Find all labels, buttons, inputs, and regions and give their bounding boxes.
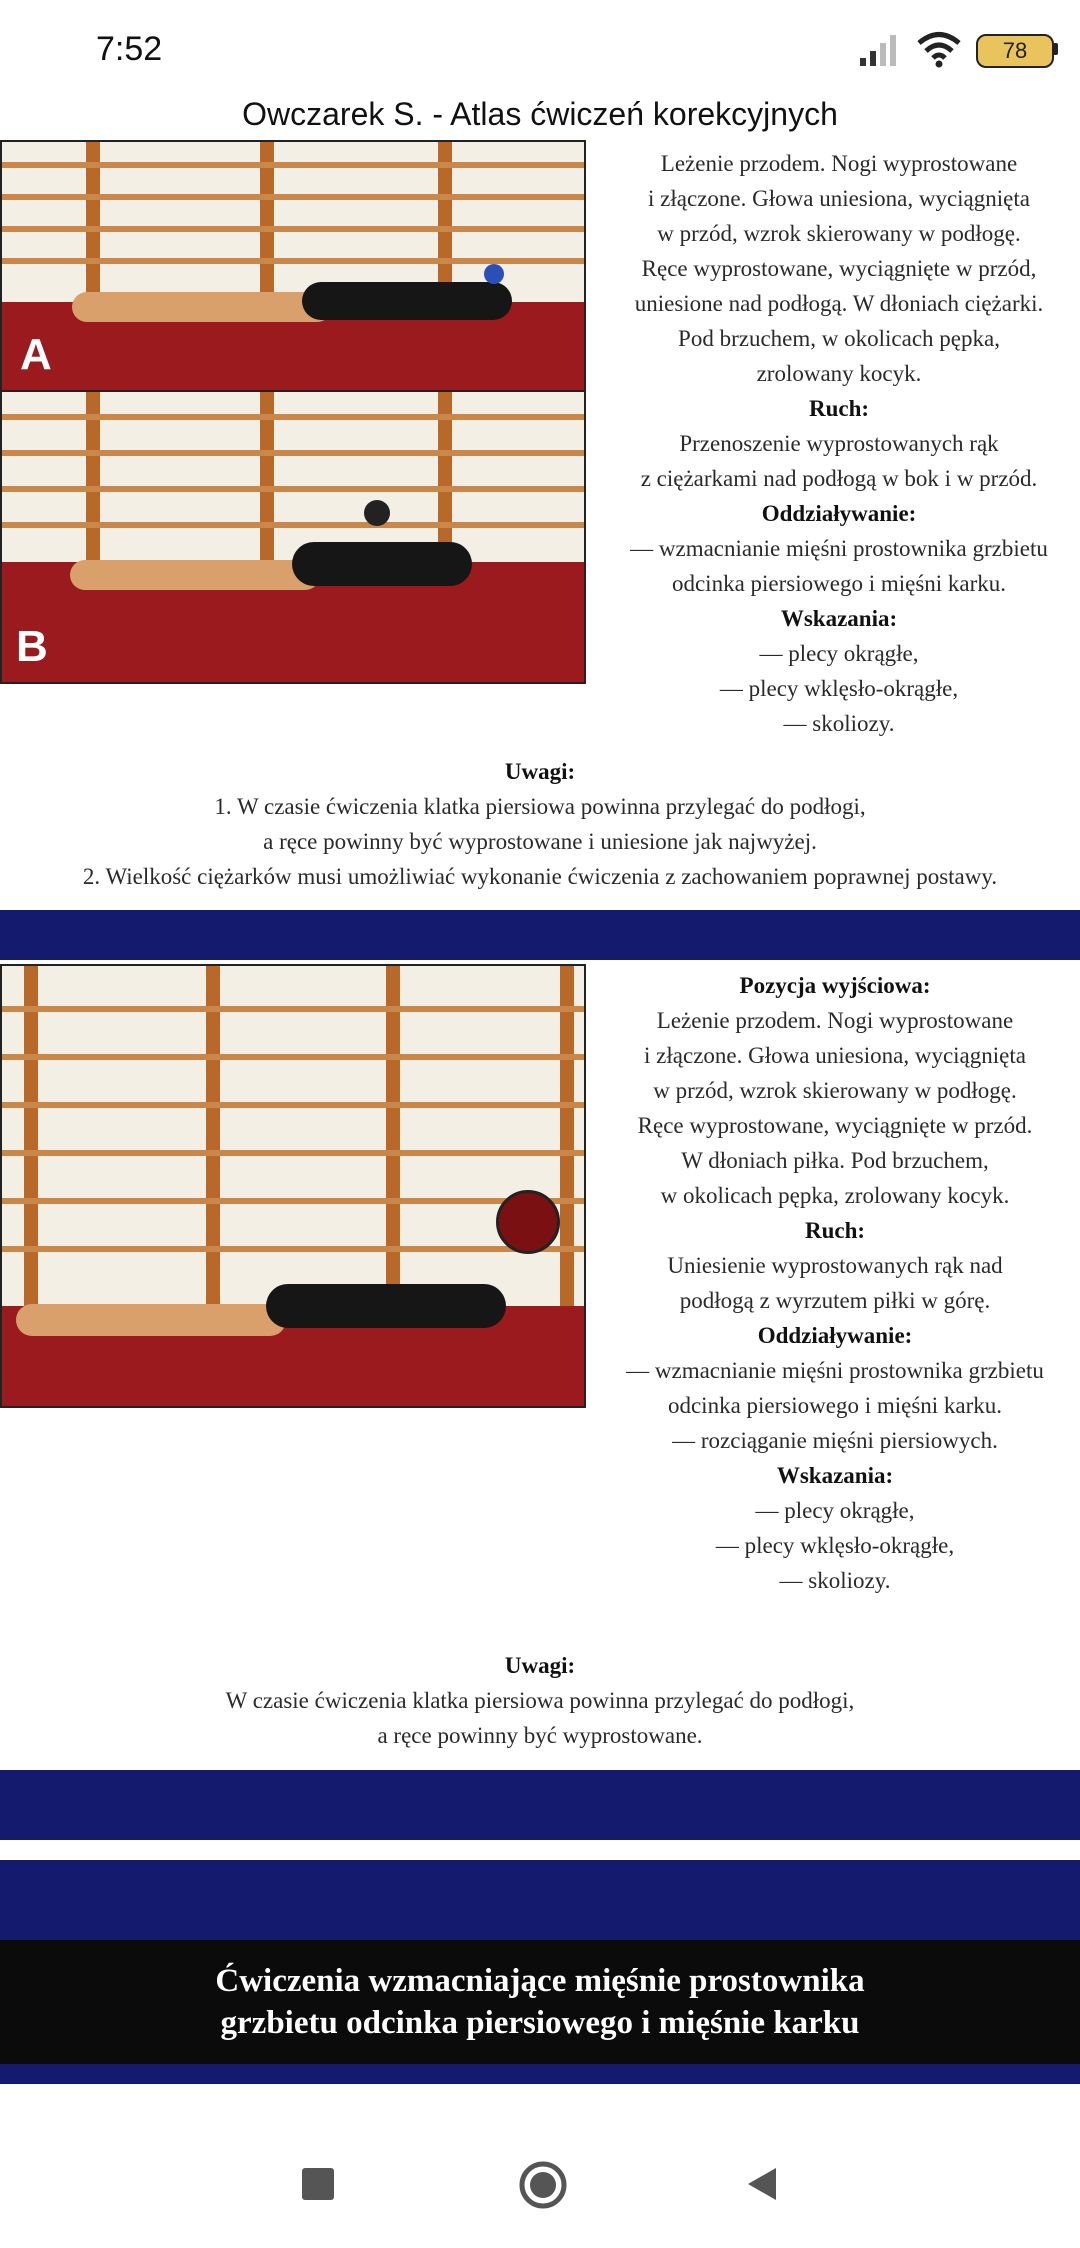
text-line: i złączone. Głowa uniesiona, wyciągnięta [644,1043,1026,1068]
exercise2-photo [0,964,586,1408]
indication-item: — skoliozy. [779,1568,891,1593]
text-line: Ręce wyprostowane, wyciągnięte w przód. [637,1113,1033,1138]
text-line: w okolicach pępka, zrolowany kocyk. [660,1183,1010,1208]
text-line: Przenoszenie wyprostowanych rąk [679,431,999,456]
indication-item: — skoliozy. [783,711,895,736]
ruch-heading: Ruch: [808,396,870,421]
note-line: a ręce powinny być wyprostowane i uniesione jak najwyżej. [263,829,817,854]
text-line: — rozciąganie mięśni piersiowych. [672,1428,998,1453]
text-line: — wzmacnianie mięśni prostownika grzbietu [630,536,1048,561]
battery-level: 78 [976,34,1054,68]
text-line: podłogą z wyrzutem piłki w górę. [679,1288,991,1313]
text-line: uniesione nad podłogą. W dłoniach ciężarki. [634,291,1044,316]
exercise-photo-b [0,390,586,684]
text-line: odcinka piersiowego i mięśni karku. [671,571,1007,596]
home-circle-icon[interactable] [518,2160,568,2210]
document-title: Owczarek S. - Atlas ćwiczeń korekcyjnych [242,96,838,132]
indication-item: — plecy wklęsło-okrągłe, [715,1533,955,1558]
notes-heading: Uwagi: [504,1653,576,1678]
indication-item: — plecy okrągłe, [759,641,919,666]
section-divider [0,910,1080,960]
text-line: z ciężarkami nad podłogą w bok i w przód. [640,466,1038,491]
status-bar [0,0,1080,96]
photo-label-a: A [20,330,52,379]
wifi-icon [916,30,962,68]
chapter-title-banner [0,1940,1080,2064]
back-triangle-icon[interactable] [746,2166,778,2202]
exercise2-notes [0,1648,1080,1753]
note-line: W czasie ćwiczenia klatka piersiowa powinna przylegać do podłogi, [225,1688,855,1713]
status-time: 7:52 [96,30,163,68]
text-line: — wzmacnianie mięśni prostownika grzbietu [626,1358,1044,1383]
text-line: Leżenie przodem. Nogi wyprostowane [660,151,1018,176]
chapter-title-line: Ćwiczenia wzmacniające mięśnie prostownika [215,1963,865,1999]
ruch-heading: Ruch: [804,1218,866,1243]
text-line: Ręce wyprostowane, wyciągnięte w przód, [641,256,1037,281]
text-line: W dłoniach piłka. Pod brzuchem, [681,1148,989,1173]
signal-icon [858,32,902,68]
start-position-heading: Pozycja wyjściowa: [739,973,931,998]
indications-heading: Wskazania: [780,606,898,631]
text-line: i złączone. Głowa uniesiona, wyciągnięta [648,186,1030,211]
chapter-title [0,1960,1080,2044]
text-line: Uniesienie wyprostowanych rąk nad [667,1253,1003,1278]
indication-item: — plecy okrągłe, [755,1498,915,1523]
text-line: odcinka piersiowego i mięśni karku. [667,1393,1003,1418]
indication-item: — plecy wklęsło-okrągłe, [719,676,959,701]
note-line: 1. W czasie ćwiczenia klatka piersiowa powinna przylegać do podłogi, [214,794,866,819]
photo-label-b: B [16,622,48,671]
battery-icon [976,34,1080,68]
navigation-bar [0,2120,1080,2248]
section-divider [0,1770,1080,1840]
exercise-photo-a [0,140,586,394]
text-line: zrolowany kocyk. [756,361,922,386]
chapter-title-line: grzbietu odcinka piersiowego i mięśnie karku [220,2005,860,2041]
exercise1-notes [0,754,1080,894]
text-line: w przód, wzrok skierowany w podłogę. [653,1078,1017,1103]
text-line: Leżenie przodem. Nogi wyprostowane [656,1008,1014,1033]
notes-heading: Uwagi: [504,759,576,784]
square-icon[interactable] [302,2168,334,2200]
effect-heading: Oddziaływanie: [761,501,917,526]
text-line: Pod brzuchem, w okolicach pępka, [678,326,1000,351]
effect-heading: Oddziaływanie: [757,1323,913,1348]
note-line: 2. Wielkość ciężarków musi umożliwiać wykonanie ćwiczenia z zachowaniem poprawnej postawy. [82,864,998,889]
exercise2-description [590,968,1080,1598]
exercise1-description [598,146,1080,741]
text-line: w przód, wzrok skierowany w podłogę. [657,221,1021,246]
document-page[interactable] [0,140,1080,2120]
note-line: a ręce powinny być wyprostowane. [377,1723,703,1748]
indications-heading: Wskazania: [776,1463,894,1488]
